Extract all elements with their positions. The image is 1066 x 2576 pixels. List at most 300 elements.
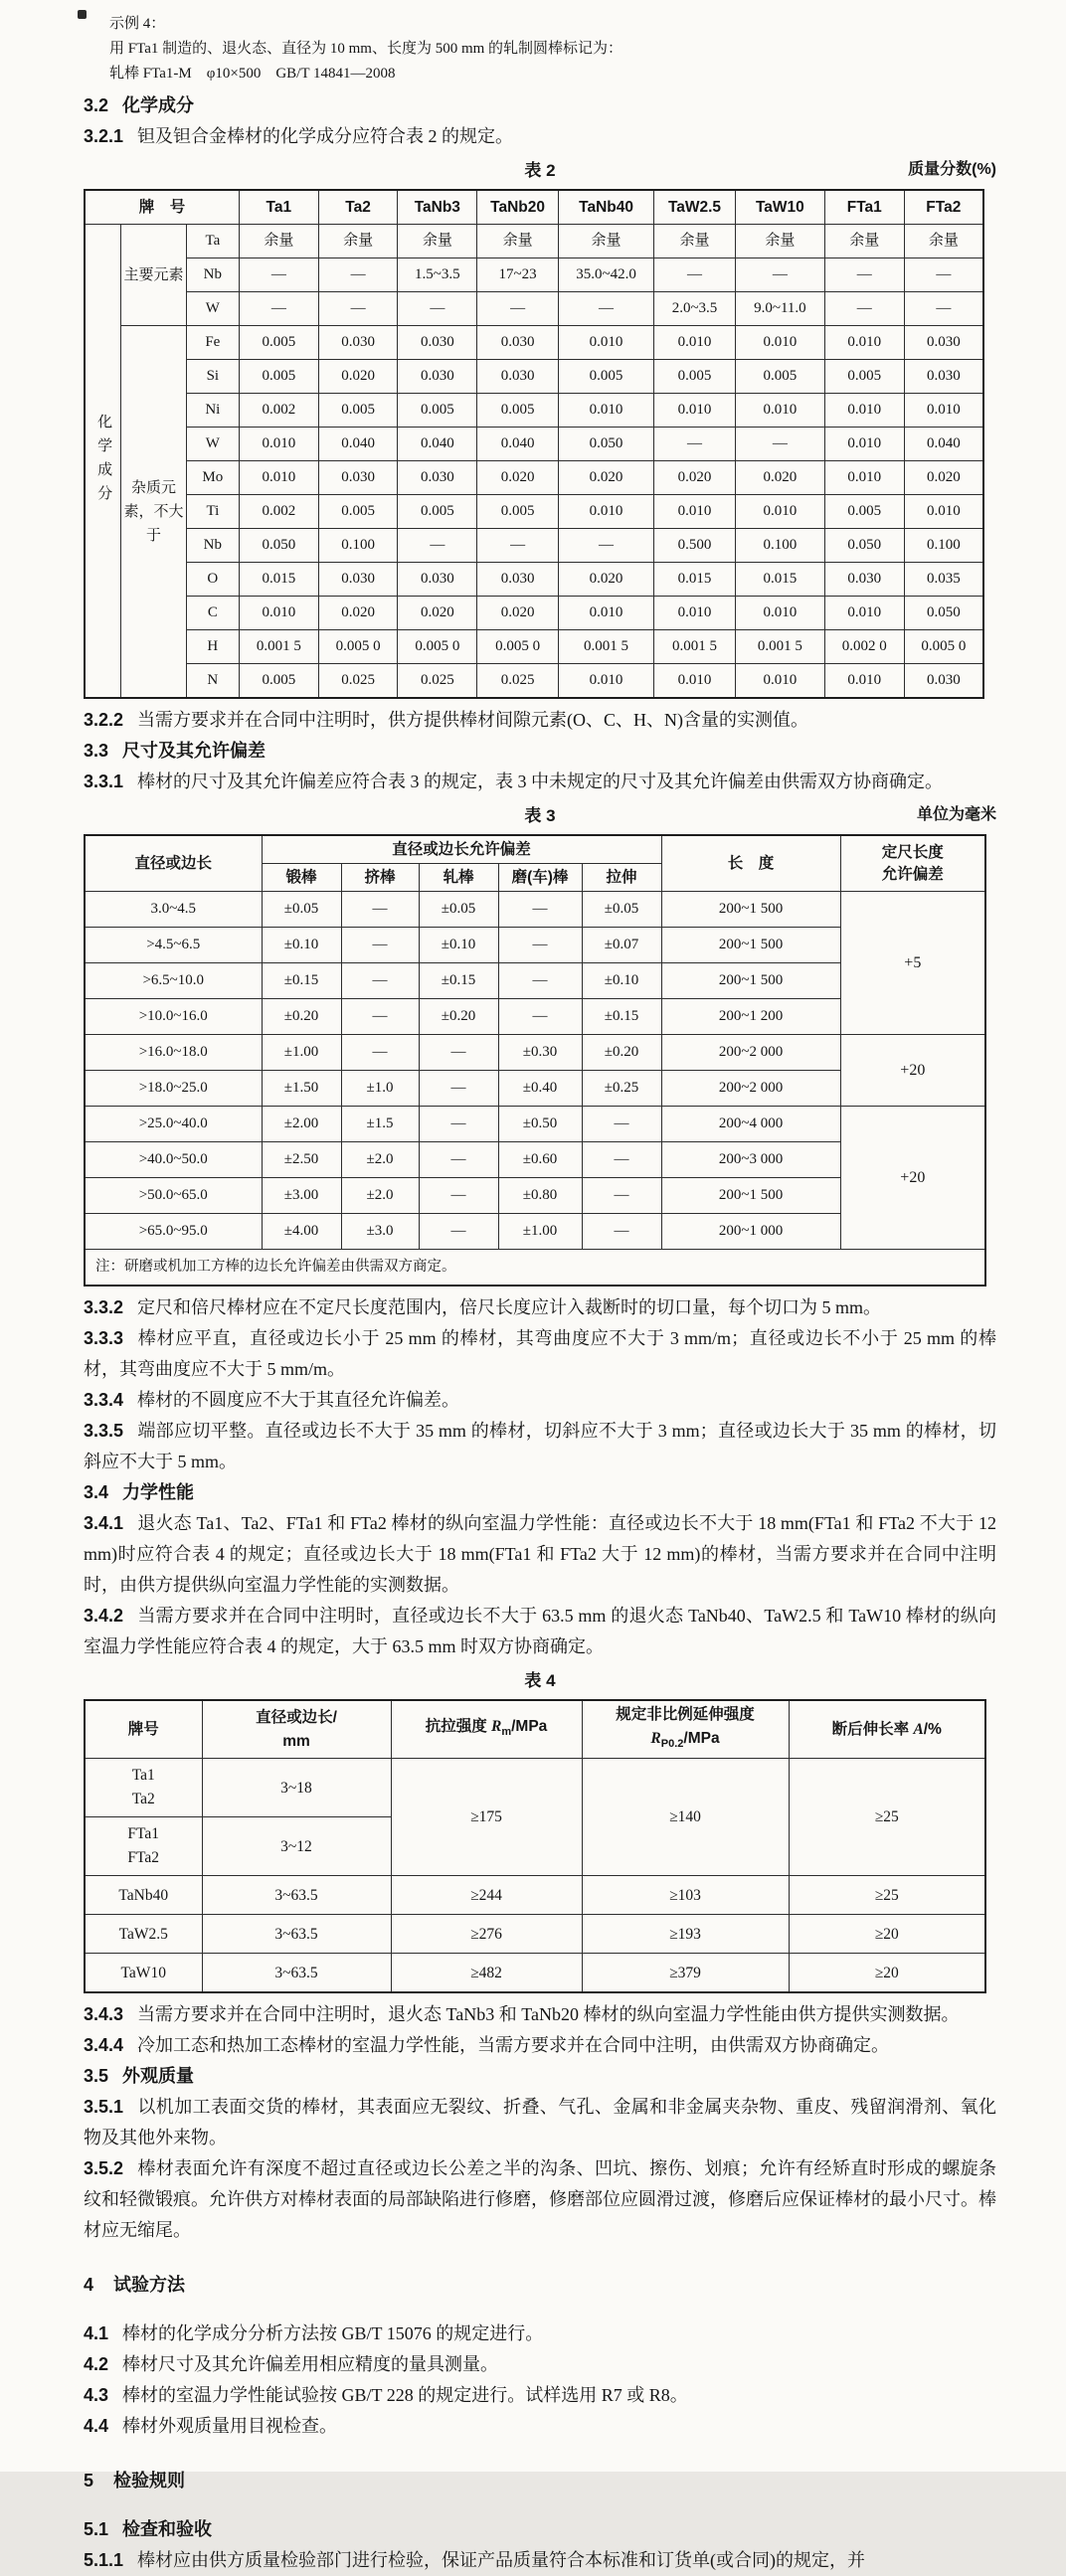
table-cell: — xyxy=(419,1107,498,1142)
element-symbol-cell: N xyxy=(186,664,239,699)
table-cell: ±0.40 xyxy=(498,1071,582,1107)
clause-text: 定尺和倍尺棒材应在不定尺长度范围内，倍尺长度应计入裁断时的切口量，每个切口为 5 mm。 xyxy=(137,1297,882,1317)
table-cell: 0.020 xyxy=(318,360,398,394)
clause-3.2.1 xyxy=(84,121,996,152)
clause-text: 棒材的室温力学性能试验按 GB/T 228 的规定进行。试样选用 R7 或 R8。 xyxy=(122,2385,688,2406)
example-label: 示例 4： xyxy=(109,16,166,32)
table-cell: 3~12 xyxy=(202,1817,391,1876)
table-cell: 0.005 xyxy=(654,360,736,394)
table3-deviation-header: 直径或边长允许偏差 xyxy=(262,835,661,864)
table-cell: — xyxy=(824,258,904,292)
fixed-length-deviation-cell: +20 xyxy=(840,1107,985,1250)
table-cell: 0.010 xyxy=(654,664,736,699)
element-symbol-cell: Nb xyxy=(186,529,239,563)
table-cell: — xyxy=(654,258,736,292)
table-cell: 0.010 xyxy=(824,326,904,360)
table-cell: 0.050 xyxy=(904,597,983,630)
table4-elongation-header: 断后伸长率 A/% xyxy=(789,1700,985,1759)
table3-subcolumn-header: 拉伸 xyxy=(582,864,661,892)
table-cell: — xyxy=(341,892,419,928)
element-symbol-cell: Mo xyxy=(186,461,239,495)
table-cell: — xyxy=(582,1107,661,1142)
clause-3.4.1 xyxy=(84,1508,996,1601)
table-cell: 0.005 xyxy=(318,394,398,428)
table-cell: 0.030 xyxy=(398,360,477,394)
table-cell: 3.0~4.5 xyxy=(85,892,262,928)
table-cell: — xyxy=(398,292,477,326)
table-cell: ≥140 xyxy=(582,1759,789,1876)
table-cell: — xyxy=(904,292,983,326)
table-cell: 0.001 5 xyxy=(735,630,824,664)
table-cell: ≥20 xyxy=(789,1954,985,1993)
clause-4 xyxy=(84,2270,996,2301)
table-cell: — xyxy=(419,1178,498,1214)
clause-number: 3.5.2 xyxy=(84,2158,124,2179)
chemical-composition-table xyxy=(84,189,984,699)
table-cell: 0.010 xyxy=(559,495,654,529)
table-cell: — xyxy=(904,258,983,292)
table-cell: ±1.00 xyxy=(262,1035,341,1071)
table-cell: 0.010 xyxy=(735,597,824,630)
table-cell: 0.005 xyxy=(239,360,318,394)
example-description: 用 FTa1 制造的、退火态、直径为 10 mm、长度为 500 mm 的轧制圆棒标记为： xyxy=(109,41,623,57)
clause-text: 检查和验收 xyxy=(122,2519,213,2540)
clause-text: 退火态 Ta1、Ta2、FTa1 和 FTa2 棒材的纵向室温力学性能：直径或边长不大于 18 mm(FTa1 和 FTa2 不大于 12 mm)时应符合表 4 的规定；直径或边长大于 18 mm(FTa1 和 FTa2 大于 12 mm)的棒材，当需方要求并在合同中注明时，由供方提供纵向室温力学性能的实测数据。 xyxy=(84,1513,996,1595)
table4-diameter-header: 直径或边长/ mm xyxy=(202,1700,391,1759)
clause-5.1 xyxy=(84,2514,996,2545)
example-designation: 轧棒 FTa1-M φ10×500 GB/T 14841—2008 xyxy=(109,66,396,82)
table-cell: 0.005 xyxy=(477,495,559,529)
table-row xyxy=(85,597,983,630)
table3-note: 注：研磨或机加工方棒的边长允许偏差由供需双方商定。 xyxy=(85,1250,985,1287)
table-cell: 3~18 xyxy=(202,1759,391,1817)
table-cell: 0.040 xyxy=(318,428,398,461)
clause-text: 棒材的化学成分分析方法按 GB/T 15076 的规定进行。 xyxy=(122,2323,544,2344)
table-cell: 3~63.5 xyxy=(202,1876,391,1915)
table-cell: 0.010 xyxy=(735,394,824,428)
table-cell: 0.010 xyxy=(654,394,736,428)
table-cell: — xyxy=(341,963,419,999)
table-cell: ±0.05 xyxy=(419,892,498,928)
table-cell: 0.025 xyxy=(318,664,398,699)
table-cell: ±0.80 xyxy=(498,1178,582,1214)
table-cell: ±0.10 xyxy=(419,928,498,963)
table-cell: 0.010 xyxy=(824,394,904,428)
clause-text: 棒材尺寸及其允许偏差用相应精度的量具测量。 xyxy=(122,2354,499,2375)
table4-tensile-header: 抗拉强度 $R_m$/MPa xyxy=(391,1700,582,1759)
table-cell: 200~1 000 xyxy=(661,1214,840,1250)
table-cell: ±3.0 xyxy=(341,1214,419,1250)
table-cell: 余量 xyxy=(824,225,904,258)
clause-5 xyxy=(84,2466,996,2496)
mechanical-properties-table xyxy=(84,1699,986,1993)
table-row xyxy=(85,394,983,428)
table3-diameter-header: 直径或边长 xyxy=(85,835,262,892)
brand-cell: TaW2.5 xyxy=(85,1915,202,1954)
table-cell: 0.040 xyxy=(904,428,983,461)
table-row xyxy=(85,428,983,461)
table-cell: 0.010 xyxy=(735,495,824,529)
element-symbol-cell: W xyxy=(186,292,239,326)
table-cell: ±4.00 xyxy=(262,1214,341,1250)
table-cell: ±2.0 xyxy=(341,1178,419,1214)
section-mechanical-properties xyxy=(84,1292,996,1662)
table-cell: ±0.30 xyxy=(498,1035,582,1071)
clause-number: 3.2.2 xyxy=(84,710,124,730)
table-cell: ≥20 xyxy=(789,1915,985,1954)
table-cell: 200~1 500 xyxy=(661,963,840,999)
clause-number: 3.4 xyxy=(84,1482,109,1502)
table-cell: 0.010 xyxy=(654,326,736,360)
table-cell: ≥193 xyxy=(582,1915,789,1954)
clause-number: 3.3.1 xyxy=(84,772,124,791)
table-cell: ±0.15 xyxy=(582,999,661,1035)
table-row xyxy=(85,1915,985,1954)
table-cell: 0.005 0 xyxy=(904,630,983,664)
table-cell: 1.5~3.5 xyxy=(398,258,477,292)
brand-cell: Ta1 Ta2 xyxy=(85,1759,202,1817)
table-cell: >40.0~50.0 xyxy=(85,1142,262,1178)
table-cell: 0.001 5 xyxy=(654,630,736,664)
table-cell: >16.0~18.0 xyxy=(85,1035,262,1071)
clause-number: 3.2 xyxy=(84,95,109,115)
clause-4.1 xyxy=(84,2318,996,2349)
brand-cell: TaNb40 xyxy=(85,1876,202,1915)
table-cell: 0.010 xyxy=(559,326,654,360)
table-cell: — xyxy=(419,1035,498,1071)
clause-text: 棒材的不圆度应不大于其直径允许偏差。 xyxy=(137,1390,460,1410)
clause-text: 尺寸及其允许偏差 xyxy=(122,741,266,761)
table-row xyxy=(85,1107,985,1142)
table-cell: — xyxy=(498,928,582,963)
clause-3.3.2 xyxy=(84,1292,996,1323)
table-cell: 余量 xyxy=(559,225,654,258)
table-cell: 0.500 xyxy=(654,529,736,563)
table-cell: 0.020 xyxy=(398,597,477,630)
clause-number: 3.3.2 xyxy=(84,1297,124,1317)
table-cell: 0.100 xyxy=(318,529,398,563)
table-cell: 0.030 xyxy=(477,360,559,394)
example-block xyxy=(109,12,996,86)
table-cell: 0.002 0 xyxy=(824,630,904,664)
table-cell: 0.010 xyxy=(559,597,654,630)
table3-length-header: 长 度 xyxy=(661,835,840,892)
clause-3.4 xyxy=(84,1477,996,1508)
element-symbol-cell: W xyxy=(186,428,239,461)
table-cell: 0.005 0 xyxy=(477,630,559,664)
clause-5.1.1 xyxy=(84,2545,996,2576)
table-cell: 0.010 xyxy=(735,664,824,699)
table-cell: 0.001 5 xyxy=(559,630,654,664)
table-cell: 0.020 xyxy=(904,461,983,495)
table-cell: 0.030 xyxy=(318,326,398,360)
clause-text: 试验方法 xyxy=(113,2275,186,2296)
table-cell: 0.030 xyxy=(318,461,398,495)
table-cell: 0.002 xyxy=(239,495,318,529)
table4-proof-strength-header: 规定非比例延伸强度 $R_{P0.2}$/MPa xyxy=(582,1700,789,1759)
table-cell: 0.020 xyxy=(477,461,559,495)
clause-3.3 xyxy=(84,736,996,767)
fixed-length-deviation-cell: +5 xyxy=(840,892,985,1035)
table-cell: 0.100 xyxy=(904,529,983,563)
table-cell: — xyxy=(419,1142,498,1178)
clause-3.3.1 xyxy=(84,767,996,797)
table-cell: 余量 xyxy=(318,225,398,258)
table-cell: 0.030 xyxy=(824,563,904,597)
table-cell: — xyxy=(318,292,398,326)
table-cell: 0.005 0 xyxy=(398,630,477,664)
table-cell: 0.050 xyxy=(559,428,654,461)
clause-text: 当需方要求并在合同中注明时，退火态 TaNb3 和 TaNb20 棒材的纵向室温力学性能由供方提供实测数据。 xyxy=(137,2004,960,2025)
table-cell: ±3.00 xyxy=(262,1178,341,1214)
table-cell: 0.020 xyxy=(735,461,824,495)
table-row xyxy=(85,292,983,326)
table-cell: >4.5~6.5 xyxy=(85,928,262,963)
table-cell: ≥175 xyxy=(391,1759,582,1876)
table-cell: ±1.0 xyxy=(341,1071,419,1107)
table-cell: 0.030 xyxy=(318,563,398,597)
table-row xyxy=(85,563,983,597)
table-cell: 0.010 xyxy=(904,394,983,428)
clause-number: 3.4.2 xyxy=(84,1606,124,1626)
table-cell: ±0.50 xyxy=(498,1107,582,1142)
table-cell: >65.0~95.0 xyxy=(85,1214,262,1250)
element-symbol-cell: Ta xyxy=(186,225,239,258)
table-row xyxy=(85,1759,985,1817)
clause-number: 4.3 xyxy=(84,2385,109,2406)
table2-header-row xyxy=(85,190,983,225)
clause-3.2 xyxy=(84,90,996,121)
table-cell: ±1.50 xyxy=(262,1071,341,1107)
clause-text: 端部应切平整。直径或边长不大于 35 mm 的棒材，切斜应不大于 3 mm；直径或边长大于 35 mm 的棒材，切斜应不大于 5 mm。 xyxy=(84,1421,996,1471)
table3-unit-label: 单位为毫米 xyxy=(916,806,996,823)
table2-brand-header: FTa2 xyxy=(904,190,983,225)
table-cell: 0.015 xyxy=(654,563,736,597)
table-cell: 0.010 xyxy=(824,461,904,495)
table-cell: 0.020 xyxy=(318,597,398,630)
clause-text: 当需方要求并在合同中注明时，供方提供棒材间隙元素(O、C、H、N)含量的实测值。 xyxy=(137,710,809,730)
table-cell: 0.050 xyxy=(824,529,904,563)
table-cell: 200~2 000 xyxy=(661,1035,840,1071)
table2-caption-row xyxy=(84,155,996,185)
table2-brand-header: Ta1 xyxy=(239,190,318,225)
clause-number: 3.3.4 xyxy=(84,1390,124,1410)
table-cell: 0.005 xyxy=(239,326,318,360)
clause-text: 检验规则 xyxy=(113,2471,186,2491)
table-cell: — xyxy=(654,428,736,461)
table2-side-label: 化学成分 xyxy=(85,225,121,699)
table-cell: ±2.0 xyxy=(341,1142,419,1178)
clause-number: 3.5 xyxy=(84,2066,109,2087)
table-cell: — xyxy=(341,928,419,963)
table-cell: — xyxy=(559,529,654,563)
table-cell: — xyxy=(582,1178,661,1214)
table-cell: ≥482 xyxy=(391,1954,582,1993)
table-cell: 0.010 xyxy=(735,326,824,360)
table-cell: >18.0~25.0 xyxy=(85,1071,262,1107)
table-cell: ±0.20 xyxy=(419,999,498,1035)
table-cell: — xyxy=(477,292,559,326)
table-cell: 0.010 xyxy=(654,597,736,630)
table-cell: 200~4 000 xyxy=(661,1107,840,1142)
table-cell: 0.010 xyxy=(904,495,983,529)
table-cell: 0.015 xyxy=(239,563,318,597)
table-cell: 余量 xyxy=(735,225,824,258)
table-cell: 0.005 xyxy=(398,394,477,428)
element-symbol-cell: Si xyxy=(186,360,239,394)
table-cell: 0.010 xyxy=(239,428,318,461)
table-cell: ±0.20 xyxy=(582,1035,661,1071)
table-cell: ±0.60 xyxy=(498,1142,582,1178)
table-row xyxy=(85,630,983,664)
table4-caption-row xyxy=(84,1665,996,1695)
table2-corner-header: 牌 号 xyxy=(85,190,239,225)
table-cell: ±0.15 xyxy=(262,963,341,999)
table-row xyxy=(85,892,985,928)
clause-text: 棒材应平直，直径或边长小于 25 mm 的棒材，其弯曲度应不大于 3 mm/m；直径或边长不小于 25 mm 的棒材，其弯曲度应不大于 5 mm/m。 xyxy=(84,1328,996,1379)
clause-3.4.3 xyxy=(84,1999,996,2030)
element-symbol-cell: Nb xyxy=(186,258,239,292)
table-cell: 0.030 xyxy=(904,326,983,360)
clause-text: 棒材的尺寸及其允许偏差应符合表 3 的规定，表 3 中未规定的尺寸及其允许偏差由供需双方协商确定。 xyxy=(137,772,944,791)
table-cell: — xyxy=(419,1214,498,1250)
table-cell: 0.005 xyxy=(239,664,318,699)
table-cell: 0.010 xyxy=(824,428,904,461)
table3-subcolumn-header: 磨(车)棒 xyxy=(498,864,582,892)
table2-main-elements-label: 主要元素 xyxy=(121,225,186,326)
table4-caption: 表 4 xyxy=(524,1671,556,1690)
clause-number: 3.4.1 xyxy=(84,1513,124,1533)
table-row xyxy=(85,360,983,394)
table-cell: 0.010 xyxy=(239,461,318,495)
table-cell: 0.005 xyxy=(735,360,824,394)
table-cell: 0.010 xyxy=(824,597,904,630)
brand-cell: FTa1 FTa2 xyxy=(85,1817,202,1876)
table-cell: 3~63.5 xyxy=(202,1915,391,1954)
clause-3.4.4 xyxy=(84,2030,996,2061)
clause-number: 3.5.1 xyxy=(84,2097,124,2118)
table-cell: 余量 xyxy=(398,225,477,258)
brand-cell: TaW10 xyxy=(85,1954,202,1993)
fixed-length-deviation-cell: +20 xyxy=(840,1035,985,1107)
table4-header-row xyxy=(85,1700,985,1759)
table2-brand-header: TaW10 xyxy=(735,190,824,225)
clause-4.4 xyxy=(84,2411,996,2442)
table-cell: 200~2 000 xyxy=(661,1071,840,1107)
table2-brand-header: TaNb3 xyxy=(398,190,477,225)
table-cell: — xyxy=(735,258,824,292)
table-row xyxy=(85,495,983,529)
clause-number: 3.4.3 xyxy=(84,2004,124,2025)
table-cell: ±0.10 xyxy=(582,963,661,999)
element-symbol-cell: C xyxy=(186,597,239,630)
table-cell: 0.005 xyxy=(559,360,654,394)
table-cell: — xyxy=(419,1071,498,1107)
table-cell: 200~1 500 xyxy=(661,1178,840,1214)
clause-3.5.2 xyxy=(84,2153,996,2246)
table-cell: 0.005 xyxy=(398,495,477,529)
clause-4.2 xyxy=(84,2349,996,2380)
element-symbol-cell: H xyxy=(186,630,239,664)
table-row xyxy=(85,529,983,563)
table-cell: 0.040 xyxy=(398,428,477,461)
table-cell: ≥379 xyxy=(582,1954,789,1993)
table-cell: ±1.5 xyxy=(341,1107,419,1142)
table-cell: 0.020 xyxy=(559,563,654,597)
table-cell: 0.035 xyxy=(904,563,983,597)
table-cell: 0.005 xyxy=(318,495,398,529)
table-cell: 0.005 xyxy=(824,360,904,394)
clause-number: 4.2 xyxy=(84,2354,109,2375)
table-cell: — xyxy=(477,529,559,563)
table-cell: 9.0~11.0 xyxy=(735,292,824,326)
element-symbol-cell: Ni xyxy=(186,394,239,428)
table-cell: 余量 xyxy=(239,225,318,258)
table-cell: 0.030 xyxy=(477,563,559,597)
clause-text: 以机加工表面交货的棒材，其表面应无裂纹、折叠、气孔、金属和非金属夹杂物、重皮、残留润滑剂、氧化物及其他外来物。 xyxy=(84,2097,996,2148)
table-cell: ±0.05 xyxy=(262,892,341,928)
table-cell: 0.030 xyxy=(477,326,559,360)
table-cell: 0.010 xyxy=(824,664,904,699)
table-cell: ±0.15 xyxy=(419,963,498,999)
clause-text: 钽及钽合金棒材的化学成分应符合表 2 的规定。 xyxy=(137,126,514,146)
table2-unit-label: 质量分数(%) xyxy=(908,161,996,178)
table-cell: — xyxy=(559,292,654,326)
table-cell: >6.5~10.0 xyxy=(85,963,262,999)
clause-3.5.1 xyxy=(84,2092,996,2153)
section-dimensions xyxy=(84,705,996,797)
clause-number: 4.1 xyxy=(84,2323,109,2344)
table-cell: ±0.25 xyxy=(582,1071,661,1107)
table-cell: 0.020 xyxy=(477,597,559,630)
table-cell: — xyxy=(582,1214,661,1250)
table-cell: 0.030 xyxy=(398,563,477,597)
table-cell: — xyxy=(824,292,904,326)
table-cell: 0.010 xyxy=(239,597,318,630)
clause-number: 4.4 xyxy=(84,2416,109,2437)
table-cell: >25.0~40.0 xyxy=(85,1107,262,1142)
table-row xyxy=(85,1954,985,1993)
table-cell: 0.030 xyxy=(398,461,477,495)
clause-4.3 xyxy=(84,2380,996,2411)
element-symbol-cell: Ti xyxy=(186,495,239,529)
element-symbol-cell: O xyxy=(186,563,239,597)
clause-3.4.2 xyxy=(84,1601,996,1662)
table-cell: 35.0~42.0 xyxy=(559,258,654,292)
table-cell: 0.010 xyxy=(559,394,654,428)
clause-text: 当需方要求并在合同中注明时，直径或边长不大于 63.5 mm 的退火态 TaNb40、TaW2.5 和 TaW10 棒材的纵向室温力学性能应符合表 4 的规定，大于 63.5 mm 时双方协商确定。 xyxy=(84,1606,996,1656)
clause-number: 5.1.1 xyxy=(84,2550,124,2571)
table-cell: 余量 xyxy=(904,225,983,258)
table-cell: — xyxy=(582,1142,661,1178)
table2-impurity-elements-label: 杂质元素，不大于 xyxy=(121,326,186,699)
clause-text: 棒材表面允许有深度不超过直径或边长公差之半的沟条、凹坑、擦伤、划痕；允许有经矫直时形成的螺旋条纹和轻微锻痕。允许供方对棒材表面的局部缺陷进行修磨，修磨部位应圆滑过渡，修磨后应保证棒材的最小尺寸。棒材应无缩尾。 xyxy=(84,2158,996,2241)
section-surface-and-rules xyxy=(84,1999,996,2576)
table2-brand-header: TaNb40 xyxy=(559,190,654,225)
table-cell: 余量 xyxy=(654,225,736,258)
table-cell: 200~1 200 xyxy=(661,999,840,1035)
table2-brand-header: FTa1 xyxy=(824,190,904,225)
table2-brand-header: Ta2 xyxy=(318,190,398,225)
table-row xyxy=(85,326,983,360)
table-cell: 0.010 xyxy=(559,664,654,699)
table3-header-row-1 xyxy=(85,835,985,864)
clause-number: 3.3 xyxy=(84,741,109,761)
table-cell: 0.025 xyxy=(477,664,559,699)
table-row xyxy=(85,225,983,258)
table-cell: 0.005 0 xyxy=(318,630,398,664)
table-cell: ≥25 xyxy=(789,1759,985,1876)
